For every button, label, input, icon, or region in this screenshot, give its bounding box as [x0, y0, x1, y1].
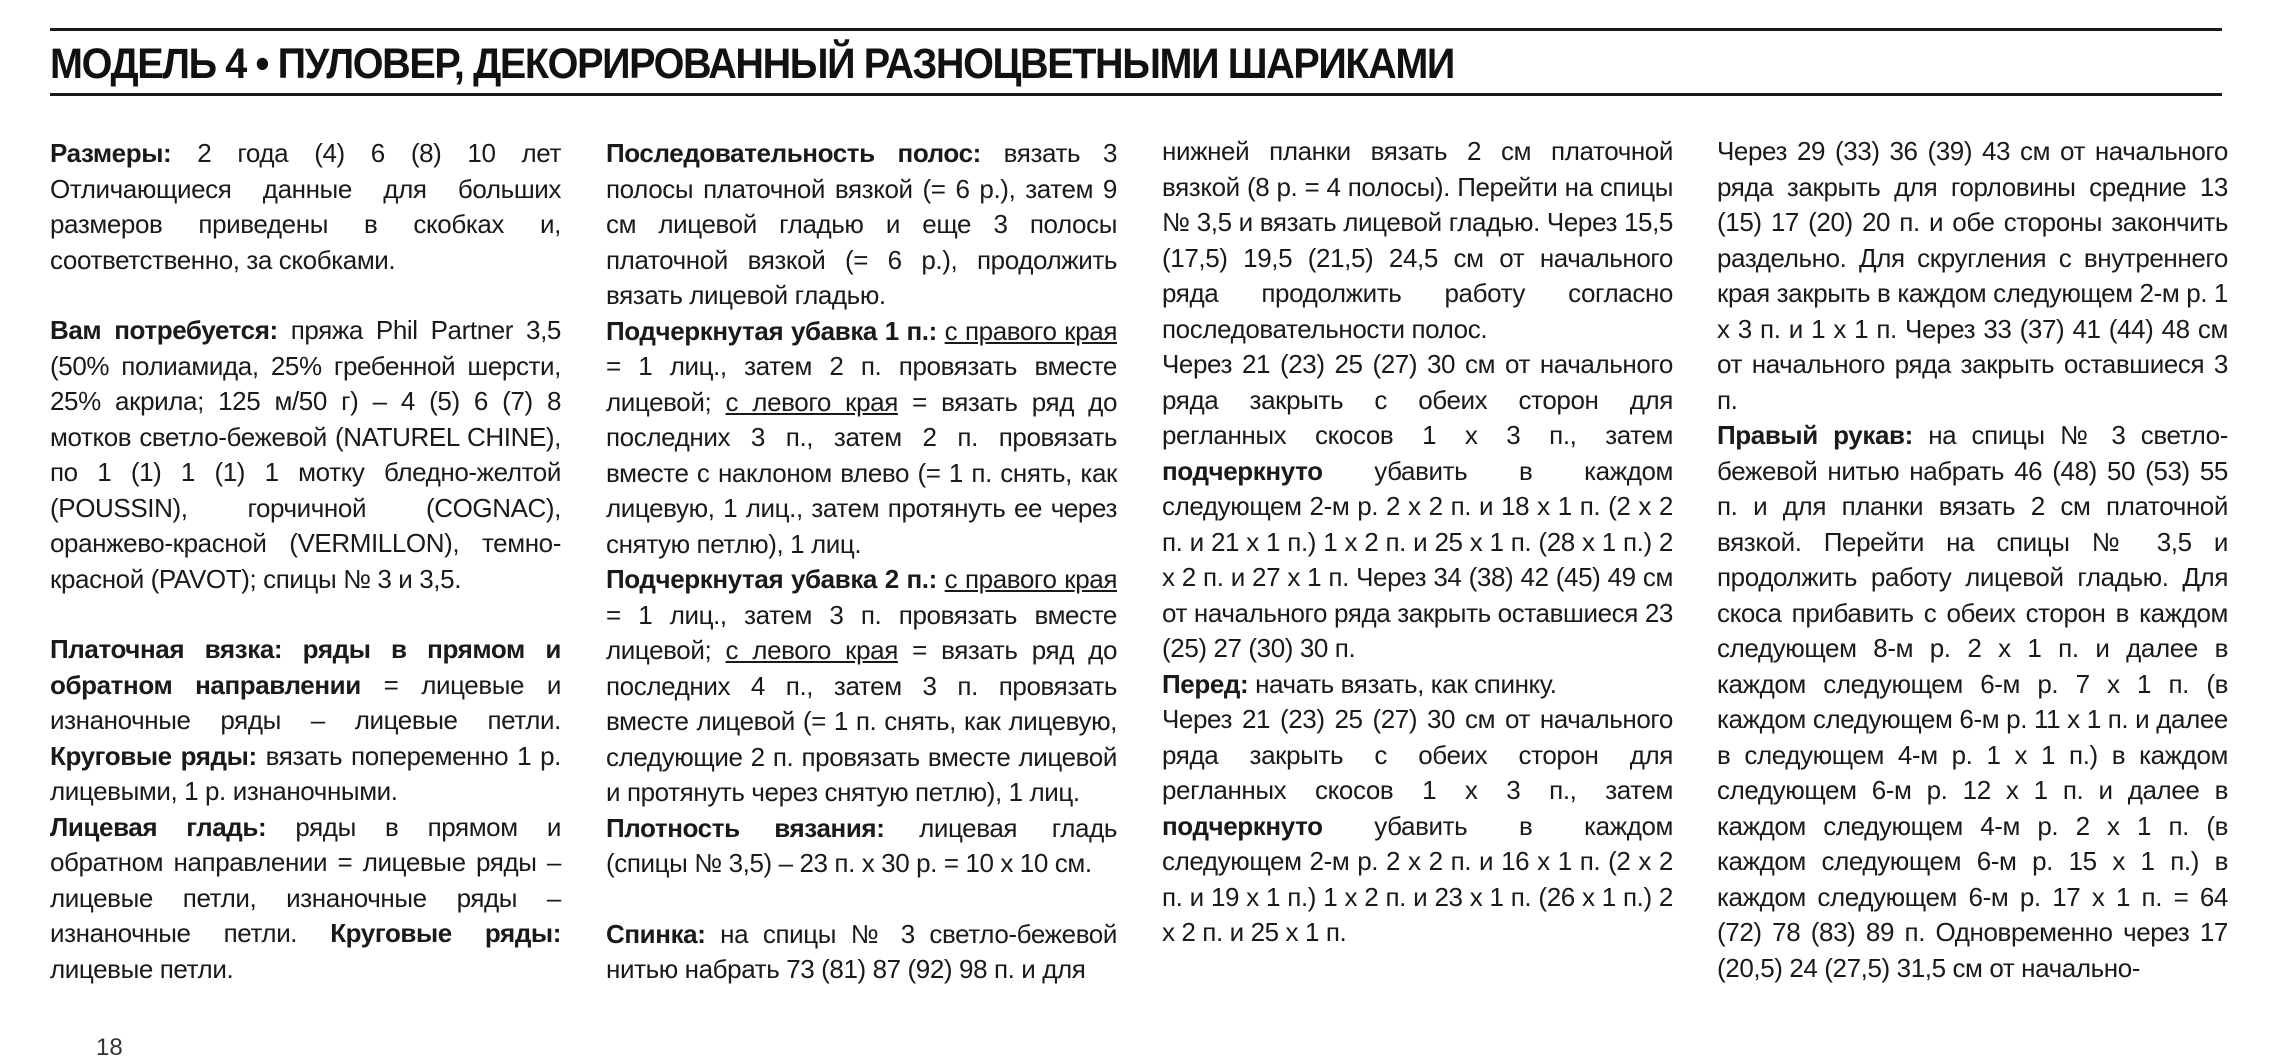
- text-run: нижней планки вязать 2 см платочной вязкой (8 р. = 4 полосы). Перейти на спицы № 3,5 и вязать лицевой гладью. Через 15,5 (17,5) 19,5 (21,5) 24,5 см от начального ряда продолжить работу согласно последовательности полос.: [1162, 136, 1673, 344]
- underlined-text: с правого края: [944, 315, 1118, 346]
- text-run: Через 21 (23) 25 (27) 30 см от начального ряда закрыть с обеих сторон для регланных скосов 1 х 3 п., затем: [1162, 704, 1673, 805]
- text-run: = вязать ряд до последних 4 п., затем 3 п. провязать вместе лицевой (= 1 п. снять, как лицевую, следующие 2 п. провязать вместе лицевой и протянуть через снятую петлю), 1 лиц.: [606, 635, 1118, 807]
- text-run: на спицы № 3 светло-бежевой нитью набрать 73 (81) 87 (92) 98 п. и для: [606, 918, 1117, 984]
- text-column-3: [1162, 134, 1673, 951]
- bold-text: Правый рукав:: [1717, 420, 1913, 450]
- bold-text: Вам потребуется:: [50, 315, 278, 345]
- underlined-text: с левого края: [725, 635, 898, 665]
- text-run: на спицы № 3 светло-бежевой нитью набрать 46 (48) 50 (53) 55 п. и для планки вязать 2 см платочной вязкой. Перейти на спицы № 3,5 и продолжить работу лицевой гладью. Для скоса прибавить с обеих сторон в каждом следующем 8-м р. 2 х 1 п. и далее в каждом следующем 6-м р. 7 х 1 п. (в каждом следующем 6-м р. 11 х 1 п. и далее в следующем 4-м р. 1 х 1 п.) в каждом следующем 6-м р. 12 х 1 п. и далее в каждом следующем 4-м р. 2 х 1 п. (в каждом следующем 6-м р. 15 х 1 п.) в каждом следующем 6-м р. 17 х 1 п. = 64 (72) 78 (83) 89 п. Одновременно через 17 (20,5) 24 (27,5) 31,5 см от начально-: [1717, 420, 2229, 983]
- page-number: 18: [96, 1034, 123, 1061]
- bold-text: Лицевая гладь:: [50, 811, 267, 842]
- title-underline: [50, 93, 2222, 96]
- paragraph: [1162, 702, 1673, 951]
- bold-text: Последовательность полос:: [606, 138, 981, 168]
- top-rule: [50, 28, 2222, 31]
- bold-text: Платочная вязка: ряды в прямом и обратном направлении: [50, 634, 561, 700]
- bold-text: Плотность вязания:: [606, 812, 885, 843]
- paragraph: [1162, 667, 1673, 703]
- bold-text: Круговые ряды:: [50, 740, 257, 771]
- text-run: 2 года (4) 6 (8) 10 лет Отличающиеся данные для больших размеров приведены в скобках и, соответственно, за скобками.: [50, 138, 561, 275]
- text-run: лицевые петли.: [50, 953, 234, 984]
- text-run: = 1 лиц., затем 2 п. провязать вместе лицевой;: [606, 351, 1117, 417]
- text-run: начать вязать, как спинку.: [1248, 668, 1557, 699]
- paragraph: [50, 136, 561, 278]
- bold-text: Перед:: [1162, 668, 1249, 699]
- bold-text: Круговые ряды:: [330, 918, 561, 948]
- text-run: Через 21 (23) 25 (27) 30 см от начального ряда закрыть с обеих сторон для регланных скосов 1 х 3 п., затем: [1162, 349, 1673, 450]
- paragraph: [1717, 134, 2228, 418]
- paragraph: [50, 810, 561, 988]
- paragraph: [1162, 347, 1673, 667]
- text-column-2: [606, 136, 1117, 988]
- bold-text: Подчеркнутая убавка 2 п.:: [606, 564, 937, 594]
- text-run: = 1 лиц., затем 3 п. провязать вместе лицевой;: [606, 599, 1117, 665]
- bold-text: подчеркнуто: [1162, 455, 1323, 486]
- text-run: пряжа Phil Partner 3,5 (50% полиамида, 25% гребенной шерсти, 25% акрила; 125 м/50 г) – 4 (5) 6 (7) 8 мотков светло-бежевой (NATUREL CHINE), по 1 (1) 1 (1) 1 мотку бледно-желтой (POUSSIN), горчичной (COGNAC), оранжево-красной (VERMILLON), темно-красной (PAVOT); спицы № 3 и 3,5.: [50, 315, 561, 594]
- text-run: [937, 316, 945, 346]
- text-run: [937, 564, 945, 594]
- text-run: вязать попеременно 1 р. лицевыми, 1 р. изнаночными.: [50, 740, 561, 806]
- bold-text: подчеркнуто: [1162, 810, 1323, 841]
- text-run: = вязать ряд до последних 3 п., затем 2 п. провязать вместе с наклоном влево (= 1 п. снять, как лицевую, 1 лиц., затем протянуть ее через снятую петлю), 1 лиц.: [606, 386, 1118, 559]
- paragraph: [1717, 418, 2228, 986]
- bold-text: Размеры:: [50, 138, 172, 168]
- text-column-1: [50, 136, 561, 987]
- text-run: Через 29 (33) 36 (39) 43 см от начального ряда закрыть для горловины средние 13 (15) 17 (20) 20 п. и обе стороны закончить раздельно. Для скругления с внутреннего края закрыть в каждом следующем 2-м р. 1 х 3 п. и 1 х 1 п. Через 33 (37) 41 (44) 48 см от начального ряда закрыть оставшиеся 3 п.: [1717, 136, 2228, 415]
- text-column-4: [1717, 134, 2228, 986]
- paragraph: [50, 632, 561, 810]
- paragraph: [606, 917, 1117, 988]
- text-run: убавить в каждом следующем 2-м р. 2 х 2 п. и 16 х 1 п. (2 х 2 п. и 19 х 1 п.) 1 х 2 п. и 23 х 1 п. (26 х 1 п.) 2 х 2 п. и 25 х 1 п.: [1162, 810, 1673, 947]
- paragraph: [606, 136, 1117, 314]
- paragraph: [1162, 134, 1673, 347]
- underlined-text: с левого края: [725, 386, 898, 417]
- paragraph: [606, 314, 1117, 563]
- paragraph: [50, 313, 561, 597]
- bold-text: Подчеркнутая убавка 1 п.:: [606, 315, 937, 346]
- text-run: вязать 3 полосы платочной вязкой (= 6 р.), затем 9 см лицевой гладью и еще 3 полосы платочной вязкой (= 6 р.), продолжить вязать лицевой гладью.: [606, 138, 1117, 310]
- text-run: = лицевые и изнаночные ряды – лицевые петли.: [50, 669, 562, 735]
- text-run: убавить в каждом следующем 2-м р. 2 х 2 п. и 18 х 1 п. (2 х 2 п. и 21 х 1 п.) 1 х 2 п. и 25 х 1 п. (28 х 1 п.) 2 х 2 п. и 27 х 1 п. Через 34 (38) 42 (45) 49 см от начального ряда закрыть оставшиеся 23 (25) 27 (30) 30 п.: [1162, 455, 1673, 663]
- text-run: ряды в прямом и обратном направлении = лицевые ряды – лицевые петли, изнаночные ряды – изнаночные петли.: [50, 811, 561, 948]
- text-run: лицевая гладь (спицы № 3,5) – 23 п. х 30 р. = 10 х 10 см.: [606, 812, 1117, 878]
- paragraph: [606, 811, 1117, 882]
- page-title: МОДЕЛЬ 4 • ПУЛОВЕР, ДЕКОРИРОВАННЫЙ РАЗНОЦВЕТНЫМИ ШАРИКАМИ: [50, 40, 1454, 88]
- bold-text: Спинка:: [606, 918, 706, 949]
- paragraph: [606, 562, 1117, 811]
- underlined-text: с правого края: [944, 564, 1118, 594]
